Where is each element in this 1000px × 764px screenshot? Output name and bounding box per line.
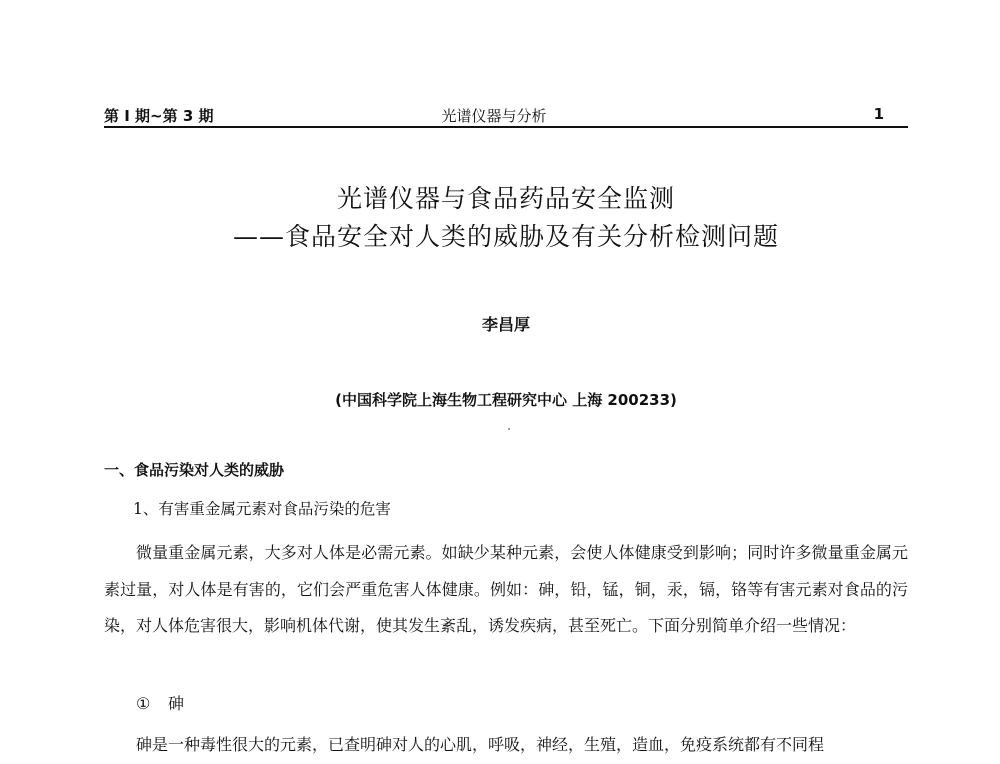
title-line-1: 光谱仪器与食品药品安全监测 bbox=[336, 184, 675, 213]
header-rule bbox=[104, 126, 908, 128]
body-paragraph-1: 微量重金属元素，大多对人体是必需元素。如缺少某种元素，会使人体健康受到影响；同时许多微量重金属元素过量，对人体是有害的，它们会严重危害人体健康。例如：砷，铅，锰，铜，汞，镉，铬等有害元素对食品的污染，对人体危害很大，影响机体代谢，使其发生紊乱，诱发疾病，甚至死亡。下面分别简单介绍一些情况： bbox=[104, 543, 908, 635]
subsection-heading: 1、有害重金属元素对食品污染的危害 bbox=[133, 500, 391, 518]
scan-speck bbox=[508, 428, 510, 430]
body-paragraph-2: 砷是一种毒性很大的元素，已查明砷对人的心肌，呼吸，神经，生殖，造血，免疫系统都有不同程 bbox=[136, 735, 825, 754]
journal-name: 光谱仪器与分析 bbox=[441, 107, 547, 125]
author-affiliation: (中国科学院上海生物工程研究中心 上海 200233) bbox=[335, 391, 677, 409]
item-marker: ① bbox=[136, 694, 151, 713]
item-label: 砷 bbox=[168, 694, 185, 713]
page-number: 1 bbox=[873, 105, 884, 123]
section-heading: 一、食品污染对人类的威胁 bbox=[104, 461, 285, 479]
issue-range: 第 I 期~第 3 期 bbox=[104, 107, 214, 125]
author-name: 李昌厚 bbox=[481, 315, 530, 334]
running-header bbox=[104, 103, 884, 127]
title-line-2: ——食品安全对人类的威胁及有关分析检测问题 bbox=[232, 222, 779, 251]
item-heading bbox=[136, 691, 184, 714]
article-title bbox=[104, 180, 908, 256]
